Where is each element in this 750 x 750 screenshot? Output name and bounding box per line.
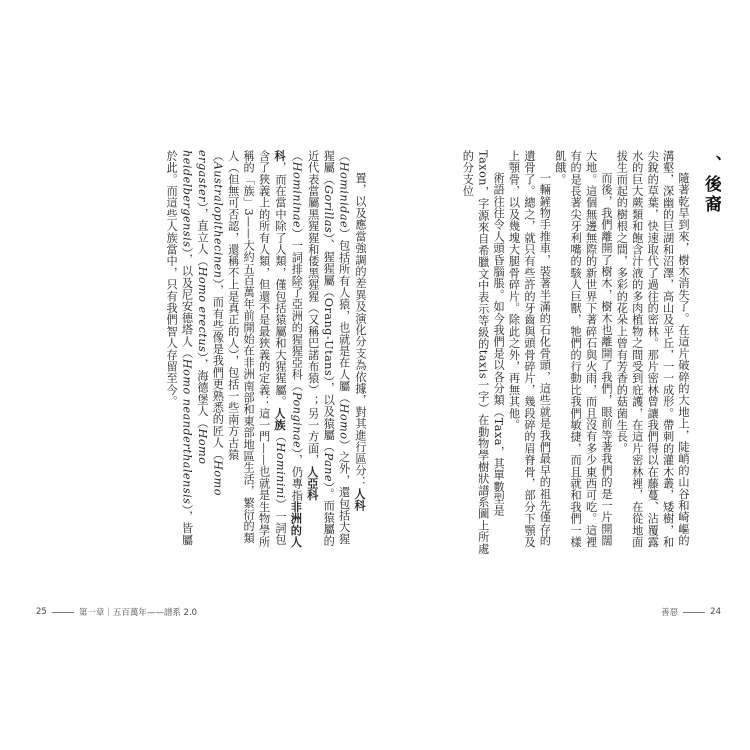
text-run: ），而有些像是我們更熟悉的匠人（ xyxy=(211,278,225,461)
term-homininae: 人亞科 xyxy=(305,465,320,502)
right-page-body xyxy=(393,150,721,555)
left-page-body xyxy=(38,150,368,555)
left-paragraph-1 xyxy=(164,150,368,555)
text-run: ），海德堡人（ xyxy=(195,352,209,429)
text-run: ）包括所有人猿，也就是在人屬（ xyxy=(337,228,351,404)
text-run: ），仍專指 xyxy=(290,448,304,502)
latin-term: Hominidae xyxy=(337,161,351,229)
text-run: （ xyxy=(290,150,304,162)
text-run: ，而在當中除了人類，僅包括猿屬和大猩猩屬。 xyxy=(273,161,287,408)
section-heading: 、後裔 xyxy=(701,155,721,215)
running-title: 第一章｜五百萬年——譜系 2.0 xyxy=(78,608,198,618)
page-number: 24 xyxy=(710,607,721,617)
latin-term: Homo neanderthalensis xyxy=(180,358,194,505)
text-run: ），以及尼安德塔人（ xyxy=(180,247,194,359)
text-run: ）之外，還包括大猩猩屬（ xyxy=(322,150,351,545)
right-page xyxy=(388,150,733,618)
text-run: 置，以及應當強調的差異及演化分支為依據，對其進行區分： xyxy=(354,172,367,489)
footer-rule xyxy=(52,612,74,613)
text-run: ）一詞排除了亞洲的猩猩亞科（ xyxy=(290,228,304,392)
latin-term: Australopithecinen xyxy=(211,161,225,279)
left-page xyxy=(18,150,368,618)
right-paragraph-3: 一輛鏟物手推車，裝著半滿的石化骨頭，這些就是我們最早的祖先僅存的遺骨了。總之，就只有些許的牙齒與頭骨碎片，幾段碎的眉脊骨，部分下顎及上顎骨，以及幾塊大腿骨碎片。除此之外，再無其他。 xyxy=(507,150,552,548)
right-paragraph-1: 隨著乾旱到來，樹木消失了。在這片破碎的大地上，陡峭的山谷和崎嶇的溝壑，深幽的巨湖和沼澤，高山及平丘，一一成形。帶刺的灌木叢，矮樹，和尖銳的草葉，快速取代了過往的密林。那片密林曾讓我們得以在藤蔓、沾覆露水的巨大蕨類和飽含汁液的多肉植物之間受到庇護，在這片密林裡，在從地面拔生而起的樹根之間，多彩的花朵上曾有芳香的菇菌生長。 xyxy=(615,150,690,548)
term-hominidae: 人科 xyxy=(353,488,367,512)
latin-term: Homo xyxy=(337,403,351,440)
running-title: 善惡 xyxy=(661,608,679,618)
latin-term: Hominini xyxy=(273,442,287,499)
latin-term: Homo ergaster xyxy=(195,150,225,496)
latin-term: Pane xyxy=(322,452,336,483)
latin-term: Homininae xyxy=(290,161,304,229)
text-run: ）。而猿屬的近代表當屬黑猩猩和倭黑猩猩（又稱巴諾布猿）；另一方面， xyxy=(306,150,336,547)
text-run: ——大約五百萬年前開始在非洲南部和東部地區生活，繁衍的類人（但無可否認，還稱不上是真正的人），包括一些南方古猿（ xyxy=(211,150,256,544)
latin-term: Homo erectus xyxy=(195,266,209,353)
term-hominini: 人族 xyxy=(272,407,287,431)
text-run: ）一詞包含了狹義上的所有人類，但還不是最狹義的定義：這一門——也就是生物學所稱的「族」 xyxy=(242,150,287,548)
text-run: ），皆屬於此。而這些人族當中，只有我們智人存留至今。 xyxy=(165,150,194,546)
term-african-hominids: 非洲的人科 xyxy=(272,150,304,548)
right-paragraph-4: 術語往往令人頭昏腦脹。如今我們是以各分類（Taxa，其單數型是Taxon，字源來自希臘文中表示等級的taxis一字）在動物學樹狀譜系圖上所處的分支位 xyxy=(461,150,506,555)
latin-term: Ponginae xyxy=(290,391,304,449)
text-run: ），直立人（ xyxy=(195,202,209,267)
footnote-marker[interactable]: 3 xyxy=(242,208,256,217)
left-page-footer xyxy=(36,606,197,618)
latin-term: Gorillas xyxy=(322,185,336,234)
page-number: 25 xyxy=(36,607,47,617)
right-paragraph-2: 而後，我們離開了樹木，樹木也離開了我們，眼前等著我們的是一片開闊大地。這個無邊無際的新世界下著碎石與火雨，而且沒有多少東西可吃。這裡有的是長著尖牙利嘴的駭人巨獸，牠們的行動比我們敏捷，而且就和我們一樣飢餓。 xyxy=(553,150,613,548)
text-run: （ xyxy=(337,150,351,162)
text-run: （ xyxy=(273,430,287,443)
latin-term: Homo heidelbergensis xyxy=(180,150,209,465)
right-page-footer xyxy=(661,606,721,618)
text-run: ）、猩猩屬（Orang-Utans），以及猿屬（ xyxy=(322,233,336,453)
footer-rule xyxy=(683,612,705,613)
